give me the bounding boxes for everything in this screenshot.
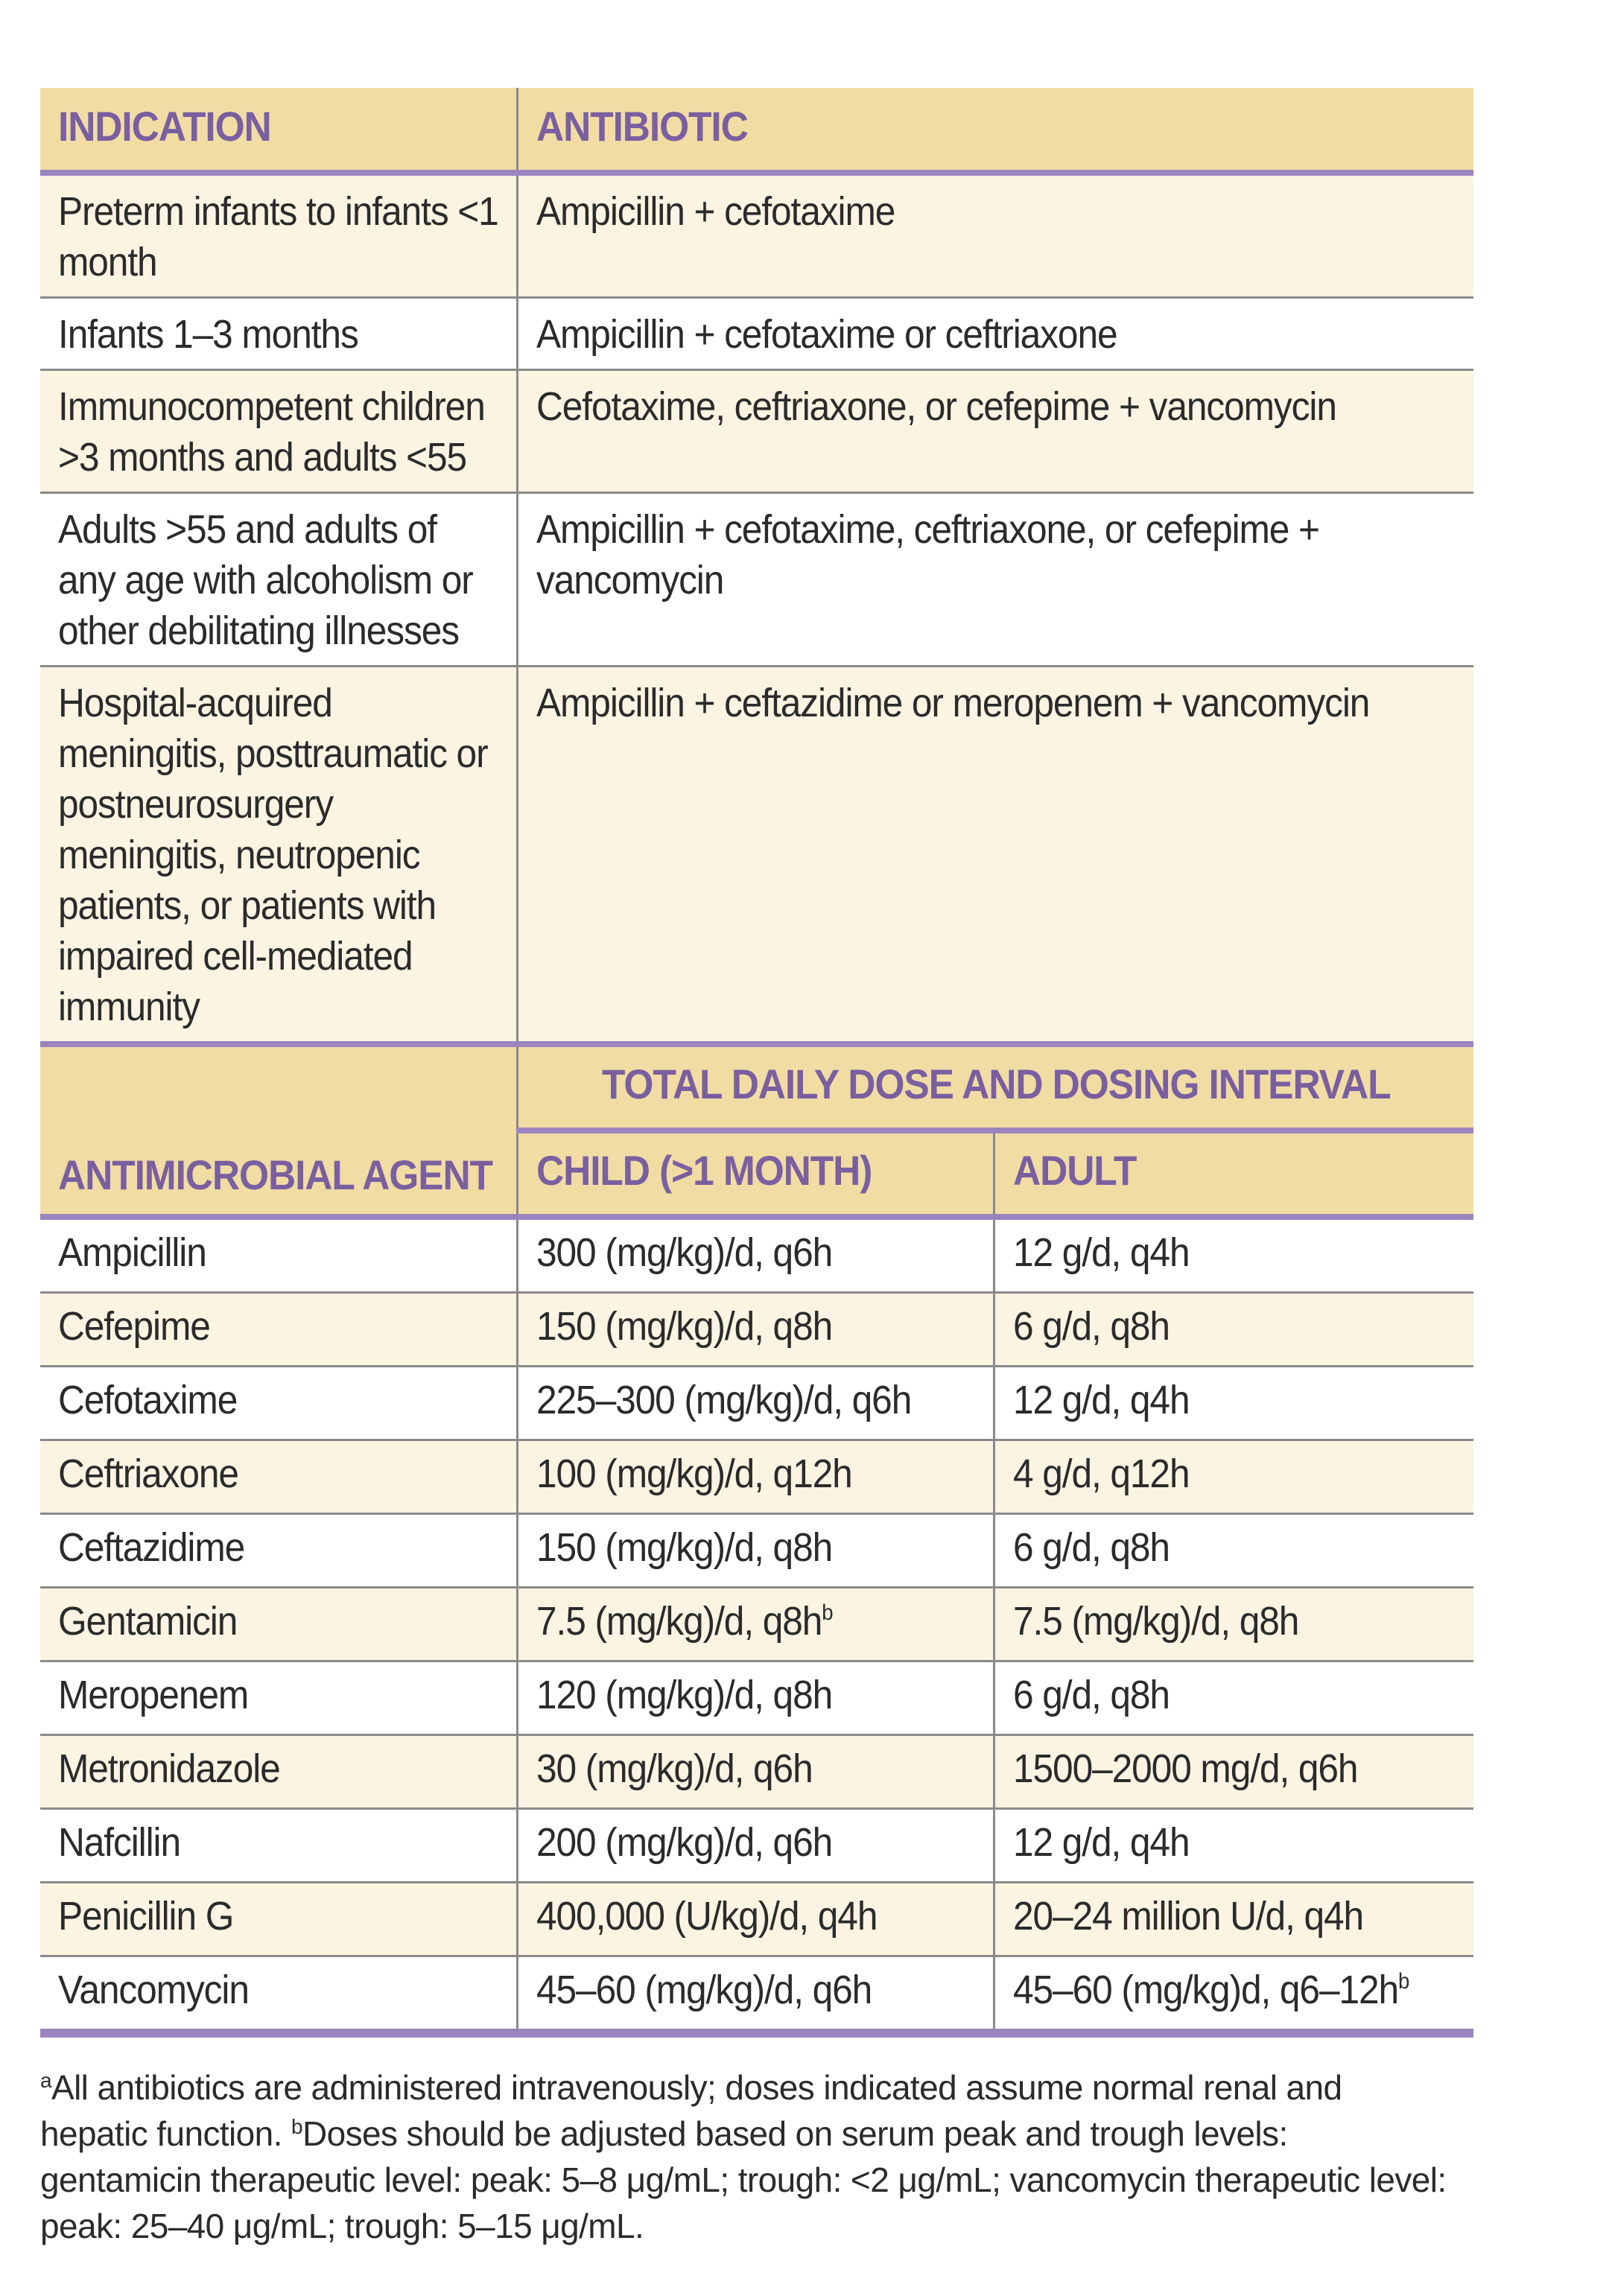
child-dose-cell-text: 200 (mg/kg)/d, q6h [536,1820,832,1865]
dosing-table-body [40,1217,1473,2033]
child-dose-cell-text: 100 (mg/kg)/d, q12h [536,1451,852,1496]
child-dose-cell [517,1661,994,1735]
agent-cell-text: Vancomycin [58,1968,249,2012]
agent-cell [40,1440,517,1514]
indication-cell: Infants 1–3 months [40,298,517,370]
adult-dose-cell [994,1661,1473,1735]
child-dose-cell [517,1440,994,1514]
adult-dose-cell-text: 1500–2000 mg/d, q6h [1012,1746,1357,1791]
agent-cell-text: Cefotaxime [58,1378,238,1422]
child-dose-cell [517,1883,994,1956]
dose-row [40,1956,1473,2034]
agent-cell [40,1217,517,1293]
dose-row [40,1293,1473,1367]
sheet [40,88,1473,2038]
child-dose-cell-text: 225–300 (mg/kg)/d, q6h [536,1378,911,1422]
dose-row [40,1883,1473,1956]
indication-row [40,298,1473,370]
child-dose-cell-text: 150 (mg/kg)/d, q8h [536,1304,832,1349]
antibiotic-cell: Ampicillin + cefotaxime, ceftriaxone, or cefepime + vancomycin [517,493,1473,667]
dose-row [40,1440,1473,1514]
adult-dose-cell-text: 6 g/d, q8h [1012,1304,1170,1349]
adult-dose-cell [994,1809,1473,1883]
child-dose-cell-text: 45–60 (mg/kg)/d, q6h [536,1968,872,2012]
antibiotic-cell: Ampicillin + ceftazidime or meropenem + vancomycin [517,667,1473,1042]
agent-cell-text: Cefepime [58,1304,210,1349]
agent-cell-text: Metronidazole [58,1746,280,1791]
agent-cell-text: Meropenem [58,1673,249,1717]
child-dose-cell-text: 150 (mg/kg)/d, q8h [536,1525,832,1570]
indication-row [40,173,1473,298]
adult-dose-cell [994,1367,1473,1440]
footnote-mark-a: a [40,2069,51,2092]
indication-cell: Immunocompetent children >3 months and adults <55 [40,370,517,493]
agent-cell [40,1514,517,1588]
indication-table-header [40,88,1473,173]
child-dose-cell [517,1367,994,1440]
dose-row [40,1514,1473,1588]
child-dose-cell [517,1956,994,2034]
adult-dose-cell-text: 4 g/d, q12h [1012,1451,1189,1496]
agent-cell-text: Ampicillin [58,1230,206,1275]
indication-row [40,667,1473,1042]
adult-dose-cell [994,1293,1473,1367]
child-dose-cell [517,1293,994,1367]
footnote-b-text: Doses should be adjusted based on serum peak and trough levels: gentamicin therapeutic level: peak: 5–8 μg/mL; trough: <2 μg/mL; vancomycin therapeutic level: peak: 25–40 μg/mL; trough: 5–15 μg/mL. [40,2114,1447,2245]
agent-cell [40,1956,517,2034]
adult-dose-cell-text: 6 g/d, q8h [1012,1673,1170,1717]
agent-cell [40,1293,517,1367]
antibiotic-cell: Ampicillin + cefotaxime [517,173,1473,298]
adult-dose-cell [994,1217,1473,1293]
child-dose-cell-text: 300 (mg/kg)/d, q6h [536,1230,832,1275]
dose-group-header: TOTAL DAILY DOSE AND DOSING INTERVAL [517,1044,1473,1130]
adult-dose-cell-text: 6 g/d, q8h [1012,1525,1170,1570]
dose-row [40,1735,1473,1809]
table-footnote [40,2064,1456,2249]
adult-dose-cell [994,1883,1473,1956]
indication-row [40,493,1473,667]
indication-column-header: INDICATION [40,88,517,173]
footnote-mark-b: b [291,2115,302,2138]
child-dose-cell-text: 30 (mg/kg)/d, q6h [536,1746,813,1791]
child-dose-cell [517,1809,994,1883]
child-dose-cell [517,1514,994,1588]
indication-cell: Adults >55 and adults of any age with alcoholism or other debilitating illnesses [40,493,517,667]
child-dose-cell [517,1588,994,1661]
agent-cell-text: Nafcillin [58,1820,181,1865]
dose-row [40,1217,1473,1293]
agent-cell [40,1735,517,1809]
agent-cell-text: Gentamicin [58,1599,238,1644]
child-dose-cell-text: 7.5 (mg/kg)/d, q8h [536,1599,822,1644]
agent-cell-text: Penicillin G [58,1894,234,1939]
agent-cell [40,1883,517,1956]
adult-dose-cell-text: 45–60 (mg/kg)d, q6–12h [1012,1968,1398,2012]
agent-cell-text: Ceftazidime [58,1525,245,1570]
adult-dose-cell [994,1588,1473,1661]
dose-row [40,1367,1473,1440]
agent-cell [40,1588,517,1661]
adult-dose-cell-text: 12 g/d, q4h [1012,1230,1189,1275]
agent-cell [40,1809,517,1883]
adult-dose-cell-text: 20–24 million U/d, q4h [1012,1894,1363,1939]
adult-column-header: ADULT [994,1130,1473,1217]
child-dose-cell-text: 400,000 (U/kg)/d, q4h [536,1894,877,1939]
dose-row [40,1588,1473,1661]
footnote-a-text: All antibiotics are administered intravenously; doses indicated assume normal renal and hepatic function. [40,2068,1342,2153]
agent-cell [40,1367,517,1440]
child-dose-cell [517,1217,994,1293]
adult-dose-cell-text: 12 g/d, q4h [1012,1820,1189,1865]
adult-dose-cell-text: 7.5 (mg/kg)/d, q8h [1012,1599,1298,1644]
agent-cell-text: Ceftriaxone [58,1451,238,1496]
dosing-table [40,1041,1473,2038]
indication-cell: Preterm infants to infants <1 month [40,173,517,298]
adult-dose-cell [994,1440,1473,1514]
indication-table [40,88,1473,1041]
antibiotic-cell: Ampicillin + cefotaxime or ceftriaxone [517,298,1473,370]
child-column-header: CHILD (>1 MONTH) [517,1130,994,1217]
antibiotic-column-header: ANTIBIOTIC [517,88,1473,173]
adult-dose-cell [994,1956,1473,2034]
indication-row [40,370,1473,493]
footnote-ref: b [1397,1969,1409,1994]
adult-dose-cell-text: 12 g/d, q4h [1012,1378,1189,1422]
antibiotic-cell: Cefotaxime, ceftriaxone, or cefepime + vancomycin [517,370,1473,493]
child-dose-cell [517,1735,994,1809]
child-dose-cell-text: 120 (mg/kg)/d, q8h [536,1673,832,1717]
agent-cell [40,1661,517,1735]
adult-dose-cell [994,1514,1473,1588]
dosing-table-group-header [40,1044,1473,1130]
dose-row [40,1661,1473,1735]
indication-cell: Hospital-acquired meningitis, posttraumatic or postneurosurgery meningitis, neutropenic patients, or patients with impaired cell-mediated immunity [40,667,517,1042]
footnote-ref: b [821,1600,833,1625]
adult-dose-cell [994,1735,1473,1809]
agent-column-header: ANTIMICROBIAL AGENT [40,1044,517,1217]
dose-row [40,1809,1473,1883]
